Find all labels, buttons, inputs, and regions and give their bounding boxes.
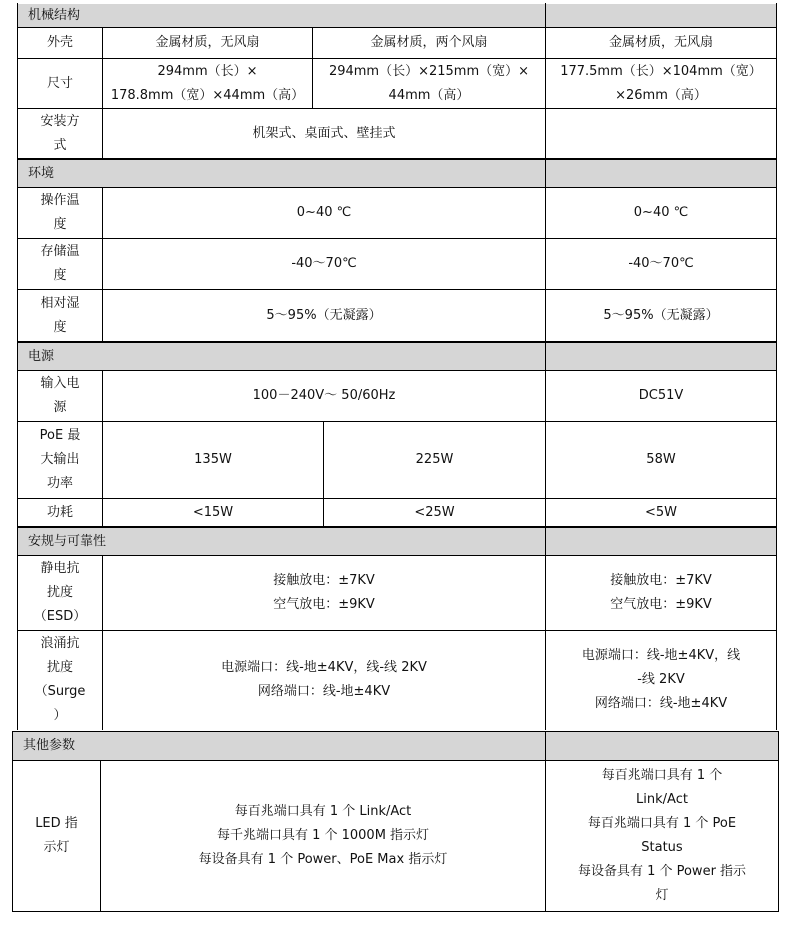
consumption-value-model-c: <5W [644, 504, 678, 520]
grid-line [18, 289, 777, 290]
grid-line [18, 630, 777, 631]
storage-temp-value-models-ab: -40～70℃ [291, 256, 357, 271]
grid-line [102, 370, 103, 526]
enclosure-value-model-c: 金属材质，无风扇 [608, 35, 713, 50]
row-label-mount: 安装方 式 [40, 113, 80, 153]
grid-line [18, 526, 777, 528]
mount-value-model-c [546, 109, 776, 158]
input-power-value-models-ab: 100－240V～ 50/60Hz [252, 388, 396, 403]
esd-value-model-c: 接触放电：±7KV 空气放电：±9KV [610, 573, 712, 612]
row-label-poe-max: PoE 最 大输出 功率 [39, 428, 81, 491]
section-header-other-right [546, 732, 778, 760]
size-value-model-c: 177.5mm（长）×104mm（宽） ×26mm（高） [560, 63, 762, 103]
section-header-safety-right [546, 528, 776, 555]
grid-line [18, 498, 777, 499]
grid-line [312, 27, 313, 108]
row-label-size: 尺寸 [46, 75, 73, 91]
poe-max-value-model-a: 135W [194, 452, 232, 467]
section-header-safety: 安规与可靠性 [18, 528, 545, 555]
storage-temp-value-model-c: -40～70℃ [628, 256, 694, 271]
enclosure-value-model-a: 金属材质，无风扇 [155, 35, 260, 50]
section-header-power: 电源 [18, 343, 545, 370]
row-label-humidity: 相对湿 度 [40, 295, 80, 335]
row-label-storage-temp: 存储温 度 [40, 244, 80, 283]
humidity-value-models-ab: 5～95%（无凝露） [266, 307, 382, 323]
grid-line [18, 187, 777, 188]
grid-line [102, 187, 103, 341]
section-header-environment-right [546, 160, 776, 187]
poe-max-value-model-b: 225W [415, 452, 454, 467]
grid-line [776, 3, 777, 730]
section-header-power-right [546, 343, 776, 370]
grid-line [12, 731, 779, 732]
grid-line [18, 555, 777, 556]
row-label-led: LED 指 示灯 [35, 816, 78, 855]
row-label-esd: 静电抗 扰度 （ESD） [33, 561, 87, 624]
led-value-model-c: 每百兆端口具有 1 个 Link/Act 每百兆端口具有 1 个 PoE Status 每设备具有 1 个 Power 指示 灯 [577, 768, 747, 903]
row-label-enclosure: 外壳 [46, 35, 73, 50]
op-temp-value-model-c: 0~40 ℃ [633, 205, 689, 220]
section-header-environment: 环境 [18, 160, 545, 187]
consumption-value-model-a: <15W [192, 504, 234, 520]
grid-line [18, 370, 777, 371]
grid-line [545, 731, 546, 912]
enclosure-value-model-b: 金属材质，两个风扇 [370, 35, 488, 50]
humidity-value-model-c: 5～95%（无凝露） [603, 307, 719, 323]
surge-value-model-c: 电源端口：线-地±4KV，线 -线 2KV 网络端口：线-地±4KV [581, 648, 741, 711]
poe-max-value-model-c: 58W [646, 452, 676, 467]
grid-line [18, 27, 777, 28]
consumption-value-model-b: <25W [414, 504, 455, 520]
grid-line [545, 3, 546, 730]
grid-line [12, 760, 779, 761]
grid-line [18, 341, 777, 343]
row-label-op-temp: 操作温 度 [40, 193, 80, 232]
input-power-value-model-c: DC51V [638, 388, 684, 403]
led-value-models-ab: 每百兆端口具有 1 个 Link/Act 每千兆端口具有 1 个 1000M 指示灯 每设备具有 1 个 Power、PoE Max 指示灯 [198, 804, 448, 867]
grid-line [18, 108, 777, 109]
op-temp-value-models-ab: 0~40 ℃ [296, 205, 352, 220]
grid-line [18, 238, 777, 239]
grid-line [102, 27, 103, 158]
grid-line [323, 421, 324, 526]
section-header-mechanical: 机械结构 [18, 4, 545, 27]
section-header-mechanical-right [546, 4, 776, 27]
section-header-other: 其他参数 [13, 732, 545, 760]
grid-line [12, 911, 779, 912]
grid-line [17, 3, 18, 730]
row-label-surge: 浪涌抗 扰度 （Surge ） [34, 636, 86, 723]
size-value-model-a: 294mm（长）× 178.8mm（宽）×44mm（高） [110, 63, 305, 103]
mount-value-models-ab: 机架式、桌面式、壁挂式 [252, 125, 396, 141]
row-label-input-power: 输入电 源 [40, 376, 80, 415]
surge-value-models-ab: 电源端口：线-地±4KV，线-线 2KV 网络端口：线-地±4KV [221, 660, 427, 699]
grid-line [18, 58, 777, 59]
row-label-consumption: 功耗 [46, 504, 73, 520]
grid-line [18, 158, 777, 160]
size-value-model-b: 294mm（长）×215mm（宽）× 44mm（高） [328, 63, 530, 103]
grid-line [18, 421, 777, 422]
grid-line [102, 555, 103, 730]
grid-line [12, 731, 13, 912]
grid-line [100, 760, 101, 911]
esd-value-models-ab: 接触放电：±7KV 空气放电：±9KV [273, 573, 375, 612]
grid-line [778, 731, 779, 912]
